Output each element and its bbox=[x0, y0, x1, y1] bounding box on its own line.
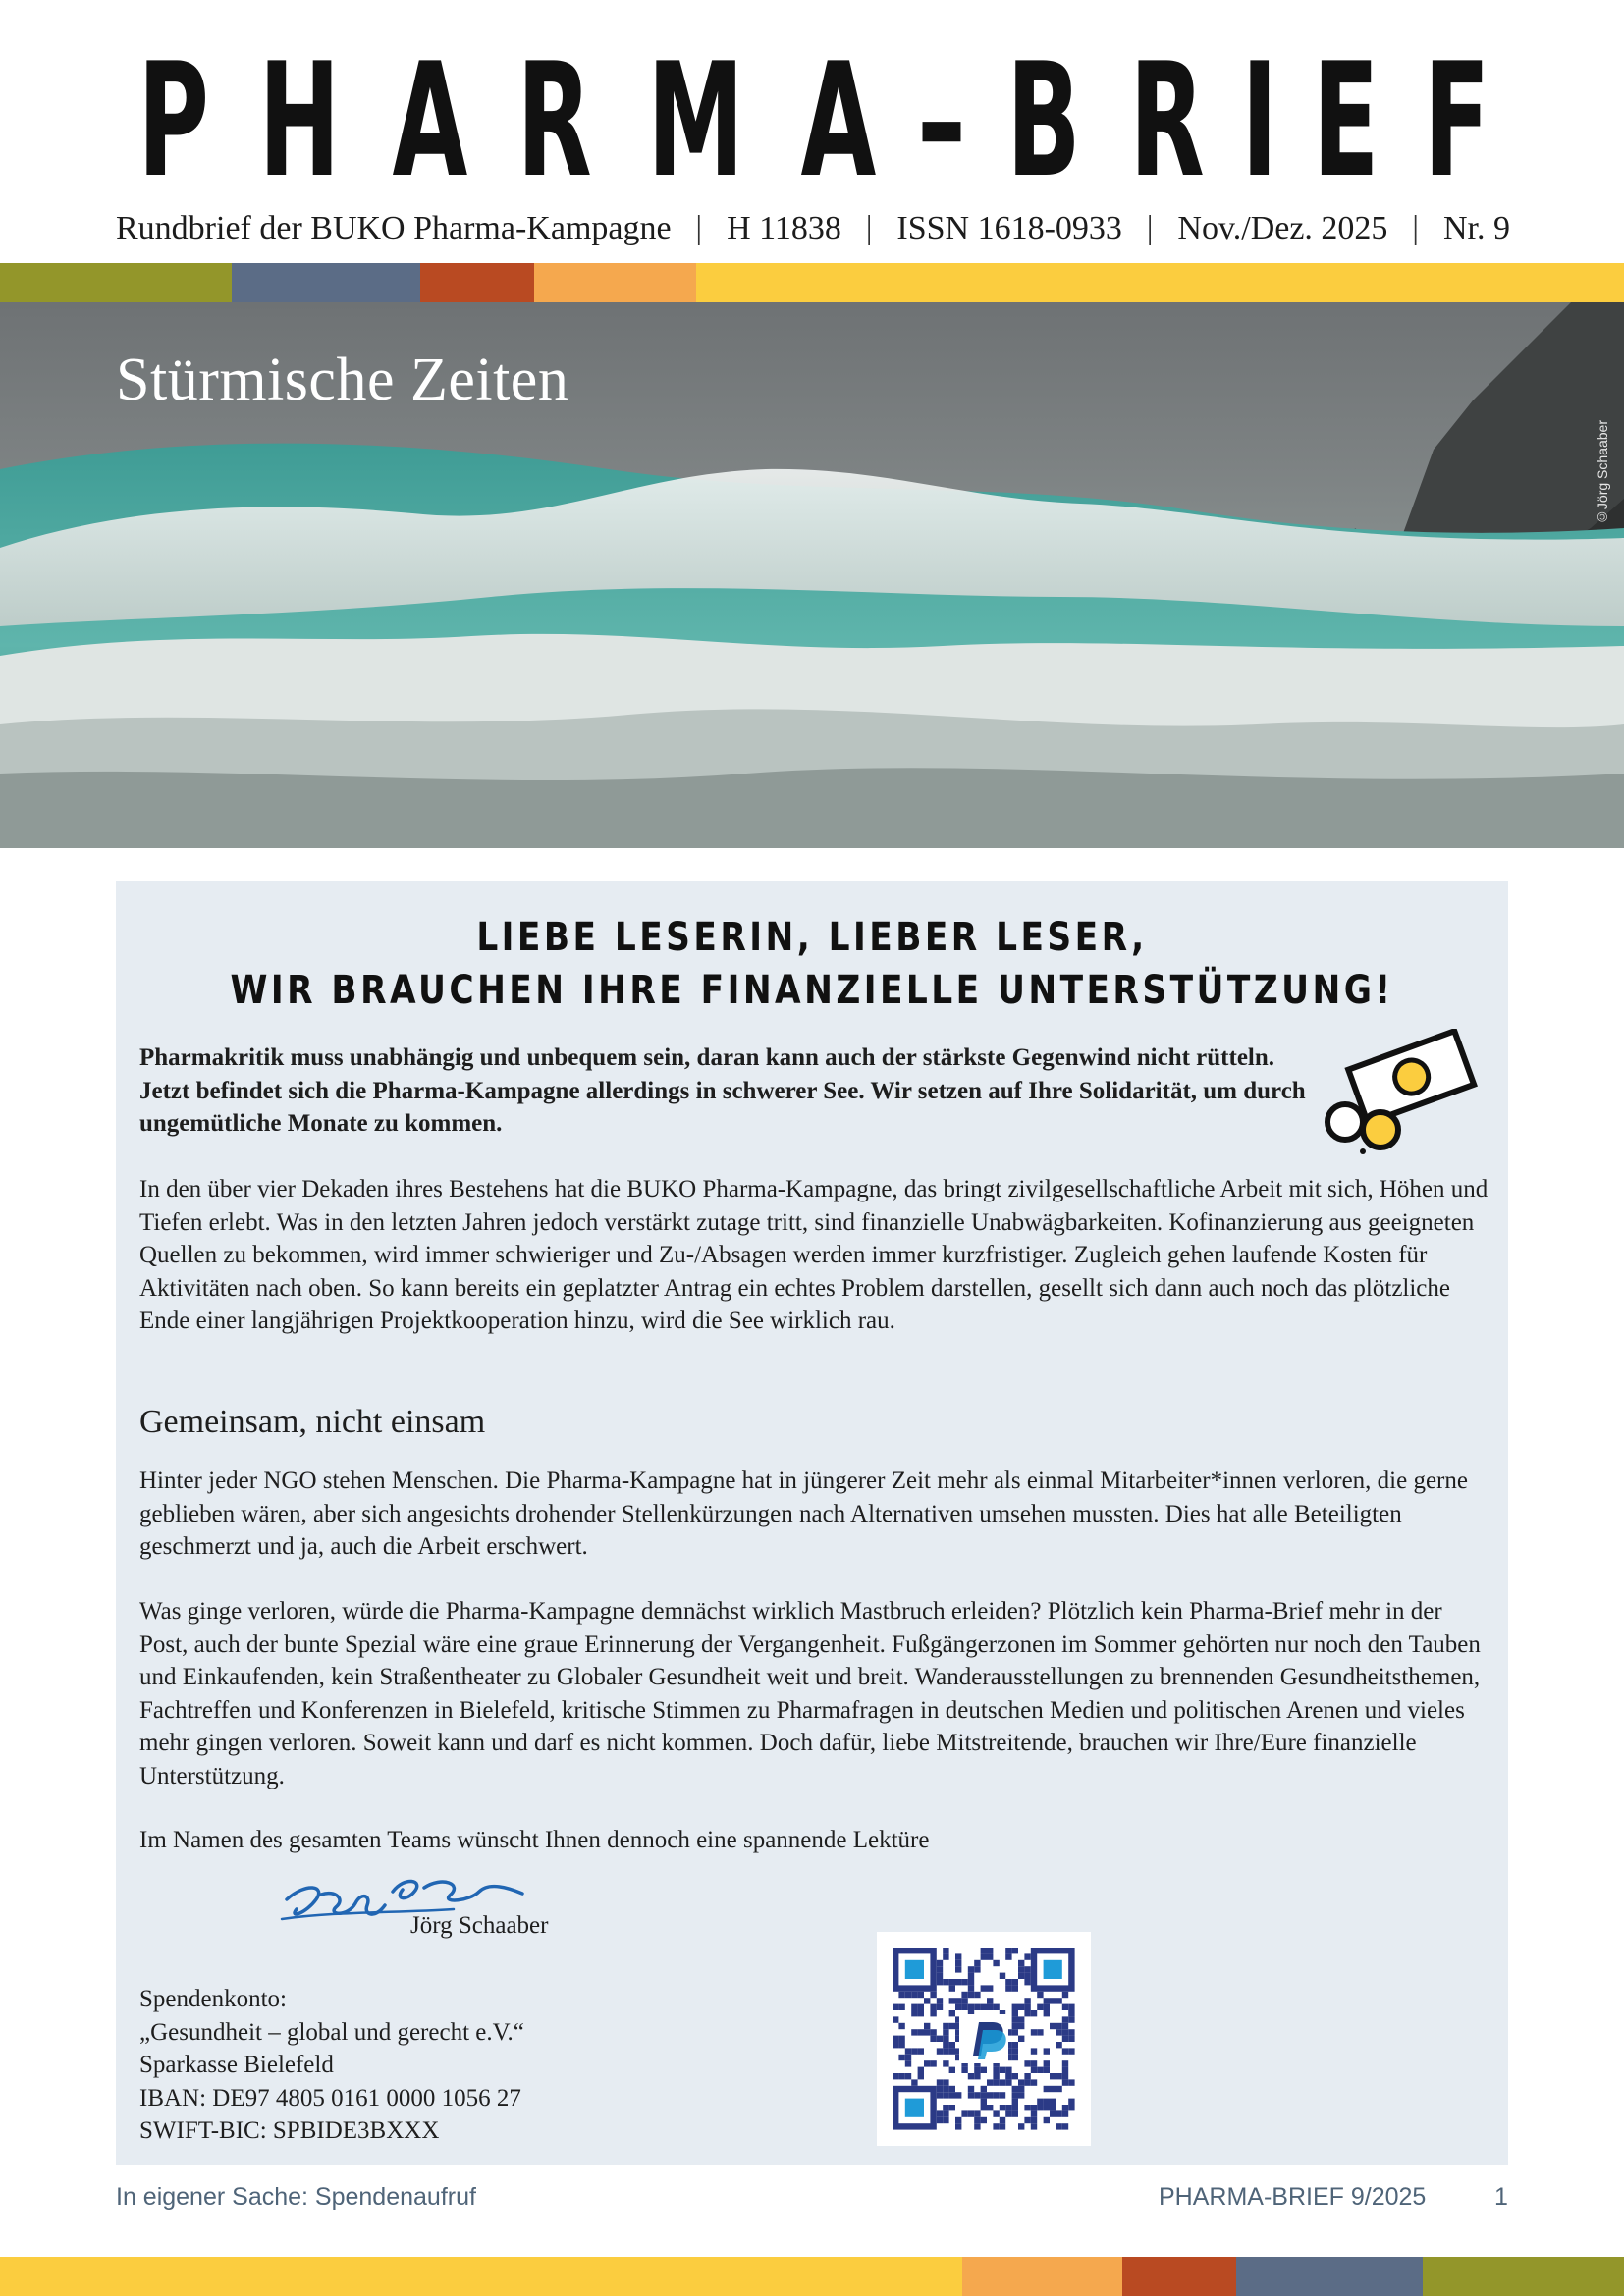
color-block-yellow bbox=[0, 2257, 962, 2296]
subline-date: Nov./Dez. 2025 bbox=[1177, 210, 1388, 246]
page-number: 1 bbox=[1494, 2183, 1508, 2211]
masthead-letter: F bbox=[1423, 28, 1490, 212]
masthead-letter: A bbox=[800, 28, 876, 212]
subline-issue-number: Nr. 9 bbox=[1442, 210, 1510, 246]
appeal-headline bbox=[116, 911, 1508, 1017]
masthead-title bbox=[116, 28, 1510, 212]
footer-issue-label: PHARMA-BRIEF 9/2025 bbox=[1159, 2183, 1427, 2211]
subline-issn: ISSN 1618-0933 bbox=[896, 210, 1122, 246]
masthead-letter: R bbox=[1129, 28, 1205, 212]
color-block-rust bbox=[1122, 2257, 1236, 2296]
section-heading: Gemeinsam, nicht einsam bbox=[139, 1404, 486, 1440]
appeal-panel bbox=[116, 881, 1508, 2165]
paypal-qr-code-icon[interactable] bbox=[877, 1932, 1091, 2146]
color-block-orange bbox=[962, 2257, 1122, 2296]
masthead-letter: H bbox=[258, 28, 341, 212]
subline-separator: | bbox=[1146, 210, 1154, 246]
body-paragraph-2: Hinter jeder NGO stehen Menschen. Die Pharma-Kampagne hat in jüngerer Zeit mehr als einmal Mitarbeiter*innen verloren, die gerne geblieben wären, aber sich angesichts drohender Stellenkürzungen nach Alternativen umsehen mussten. Dies hat alle Beteiligten geschmerzt und ja, auch die Arbeit erschwert. bbox=[139, 1468, 1468, 1560]
subline-separator: | bbox=[695, 210, 703, 246]
lead-paragraph: Pharmakritik muss unabhängig und unbequem sein, daran kann auch der stärkste Gegenwind nicht rütteln. Jetzt befindet sich die Pharma-Kampagne allerdings in schwerer See. Wir setzen auf Ihre Solidarität, um durch ungemütliche Monate zu kommen. bbox=[139, 1044, 1306, 1137]
footer-section-label: In eigener Sache: Spendenaufruf bbox=[116, 2183, 476, 2211]
masthead-letter: I bbox=[1241, 28, 1278, 212]
color-block-olive bbox=[1423, 2257, 1624, 2296]
bank-account-holder: „Gesundheit – global und gerecht e.V.“ bbox=[139, 2018, 524, 2046]
photo-credit: ©Jörg Schaaber bbox=[1595, 420, 1610, 526]
body-paragraph-1: In den über vier Dekaden ihres Bestehens hat die BUKO Pharma-Kampagne, das bringt zivilgesellschaftliche Arbeit mit sich, Höhen und Tiefen erlebt. Was in den letzten Jahren jedoch verstärkt zutage tritt, sind finanzielle Unabwägbarkeiten. Kofinanzierung aus geeigneten Quellen zu bekommen, wird immer schwieriger und Zu-/Absagen werden immer kurzfristiger. Zugleich gehen laufende Kosten für Aktivitäten nach oben. So kann bereits ein geplatzter Antrag ein echtes Problem darstellen, gesellt sich dann auch noch das plötzliche Ende einer langjährigen Projektkooperation hinzu, wird die See wirklich rau. bbox=[139, 1176, 1489, 1334]
color-block-slate bbox=[232, 263, 420, 302]
money-bill-coins-icon bbox=[1324, 1029, 1481, 1156]
color-block-olive bbox=[0, 263, 232, 302]
hero-title: Stürmische Zeiten bbox=[116, 347, 569, 413]
masthead-letter: B bbox=[1005, 28, 1081, 212]
bank-iban: IBAN: DE97 4805 0161 0000 1056 27 bbox=[139, 2084, 521, 2111]
hero-image bbox=[0, 302, 1624, 848]
color-block-slate bbox=[1236, 2257, 1423, 2296]
donation-account bbox=[139, 1983, 524, 2148]
headline-line-1: LIEBE LESERIN, LIEBER LESER, bbox=[476, 915, 1148, 960]
body-paragraph-3: Was ginge verloren, würde die Pharma-Kampagne demnächst wirklich Mastbruch erleiden? Plötzlich kein Pharma-Brief mehr in der Post, auch der bunte Spezial wäre eine graue Erinnerung der Vergangenheit. Fußgängerzonen im Sommer gehörten nur noch den Tauben und Einkaufenden, kein Straßentheater zu Globaler Gesundheit weit und breit. Wanderausstellungen zu brennenden Gesundheitsthemen, Fachtreffen und Konferenzen in Bielefeld, kritische Stimmen zu Pharmafragen in deutschen Medien und politischen Arenen und vieles mehr gingen verloren. Soweit kann und darf es nicht kommen. Doch dafür, liebe Mitstreitende, brauchen wir Ihre/Eure finanzielle Unterstützung. bbox=[139, 1598, 1481, 1789]
color-block-yellow bbox=[696, 263, 1624, 302]
bank-label: Spendenkonto: bbox=[139, 1986, 287, 2012]
headline-line-2: WIR BRAUCHEN IHRE FINANZIELLE UNTERSTÜTZUNG! bbox=[230, 968, 1394, 1013]
top-color-bar bbox=[0, 263, 1624, 302]
subline-publisher: Rundbrief der BUKO Pharma-Kampagne bbox=[116, 210, 672, 246]
bank-name: Sparkasse Bielefeld bbox=[139, 2052, 334, 2078]
subline-h-number: H 11838 bbox=[727, 210, 841, 246]
qr-code-graphic bbox=[877, 1932, 1091, 2146]
bank-bic: SWIFT-BIC: SPBIDE3BXXX bbox=[139, 2117, 440, 2144]
color-block-orange bbox=[534, 263, 696, 302]
masthead-letter: E bbox=[1312, 28, 1380, 212]
signer-name: Jörg Schaaber bbox=[410, 1912, 549, 1939]
masthead-letter: R bbox=[516, 28, 592, 212]
color-block-rust bbox=[420, 263, 534, 302]
bottom-color-bar bbox=[0, 2257, 1624, 2296]
masthead-subline bbox=[116, 206, 1510, 251]
masthead-letter: P bbox=[137, 28, 209, 212]
masthead-letter: – bbox=[916, 28, 966, 212]
closing-line: Im Namen des gesamten Teams wünscht Ihnen dennoch eine spannende Lektüre bbox=[139, 1827, 930, 1853]
masthead-letter: M bbox=[647, 28, 745, 212]
masthead-letter: A bbox=[392, 28, 467, 212]
subline-separator: | bbox=[865, 210, 873, 246]
subline-separator: | bbox=[1412, 210, 1420, 246]
